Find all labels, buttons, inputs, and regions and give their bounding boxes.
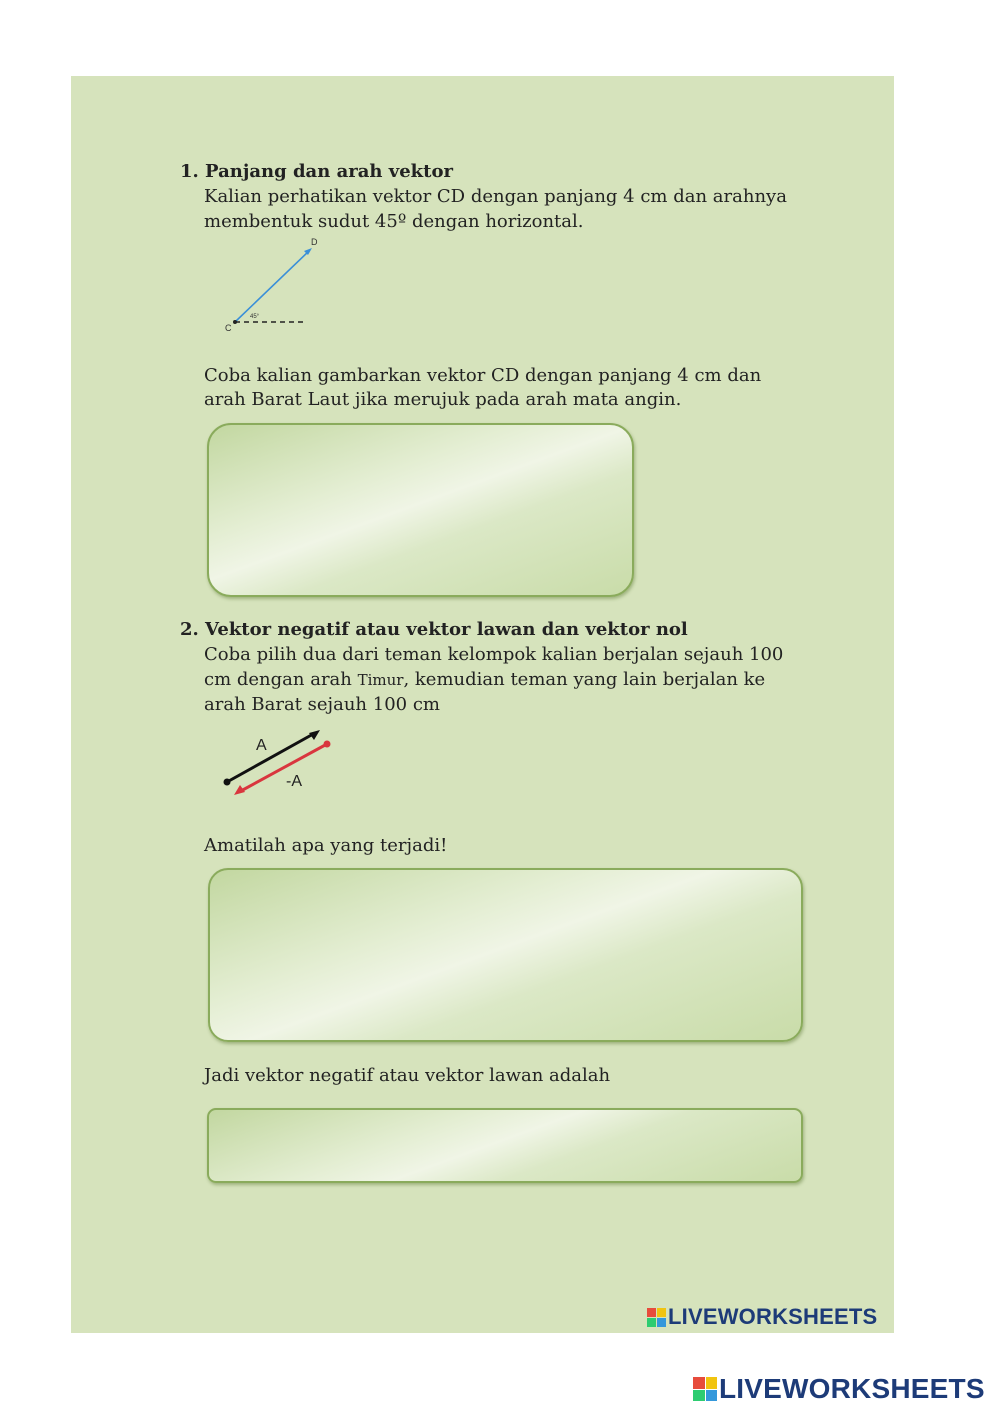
liveworksheets-logo-inner: [647, 1304, 877, 1330]
logo-text: LIVEWORKSHEETS: [668, 1304, 878, 1329]
line2-part-c: , kemudian teman yang lain berjalan ke: [403, 669, 766, 690]
vector-a-label: A: [256, 737, 267, 754]
section2-text-line1: Coba pilih dua dari teman kelompok kalian berjalan sejauh 100: [204, 644, 784, 665]
section1-text-line2: membentuk sudut 45º dengan horizontal.: [204, 211, 584, 232]
answer-box-1[interactable]: [207, 423, 634, 597]
conclusion-prompt: Jadi vektor negatif atau vektor lawan adalah: [204, 1065, 611, 1086]
section2-text-line2: [204, 668, 765, 692]
vector-a-tail-dot: [224, 779, 231, 786]
section1-heading: 1. Panjang dan arah vektor: [180, 161, 453, 182]
logo-mark-icon: [647, 1308, 666, 1327]
point-d-label: D: [311, 237, 318, 247]
liveworksheets-logo-footer: [693, 1373, 985, 1405]
section1-task-line2: arah Barat Laut jika merujuk pada arah mata angin.: [204, 389, 682, 410]
observe-prompt: Amatilah apa yang terjadi!: [204, 835, 448, 856]
logo-text: LIVEWORKSHEETS: [719, 1373, 985, 1404]
answer-box-2[interactable]: [208, 868, 803, 1042]
point-c-label: C: [225, 323, 232, 333]
section1-task-line1: Coba kalian gambarkan vektor CD dengan panjang 4 cm dan: [204, 365, 762, 386]
vector-cd-line: [235, 250, 310, 322]
point-c-dot: [233, 320, 237, 324]
answer-box-3[interactable]: [207, 1108, 803, 1183]
section1-text-line1: Kalian perhatikan vektor CD dengan panjang 4 cm dan arahnya: [204, 186, 787, 207]
negative-vector-diagram: [215, 725, 340, 800]
vector-neg-a-label: -A: [286, 773, 302, 790]
vector-cd-diagram: [220, 232, 320, 337]
vector-neg-a-tail-dot: [324, 741, 331, 748]
angle-label: 45°: [250, 314, 260, 320]
vector-a-arrowhead: [309, 730, 320, 740]
logo-mark-icon: [693, 1377, 717, 1401]
vector-neg-a-arrowhead: [234, 785, 245, 795]
section2-heading: 2. Vektor negatif atau vektor lawan dan vektor nol: [180, 619, 688, 640]
section2-text-line3: arah Barat sejauh 100 cm: [204, 694, 440, 715]
timur-word: Timur: [357, 671, 404, 689]
line2-part-a: cm dengan arah: [204, 669, 358, 690]
